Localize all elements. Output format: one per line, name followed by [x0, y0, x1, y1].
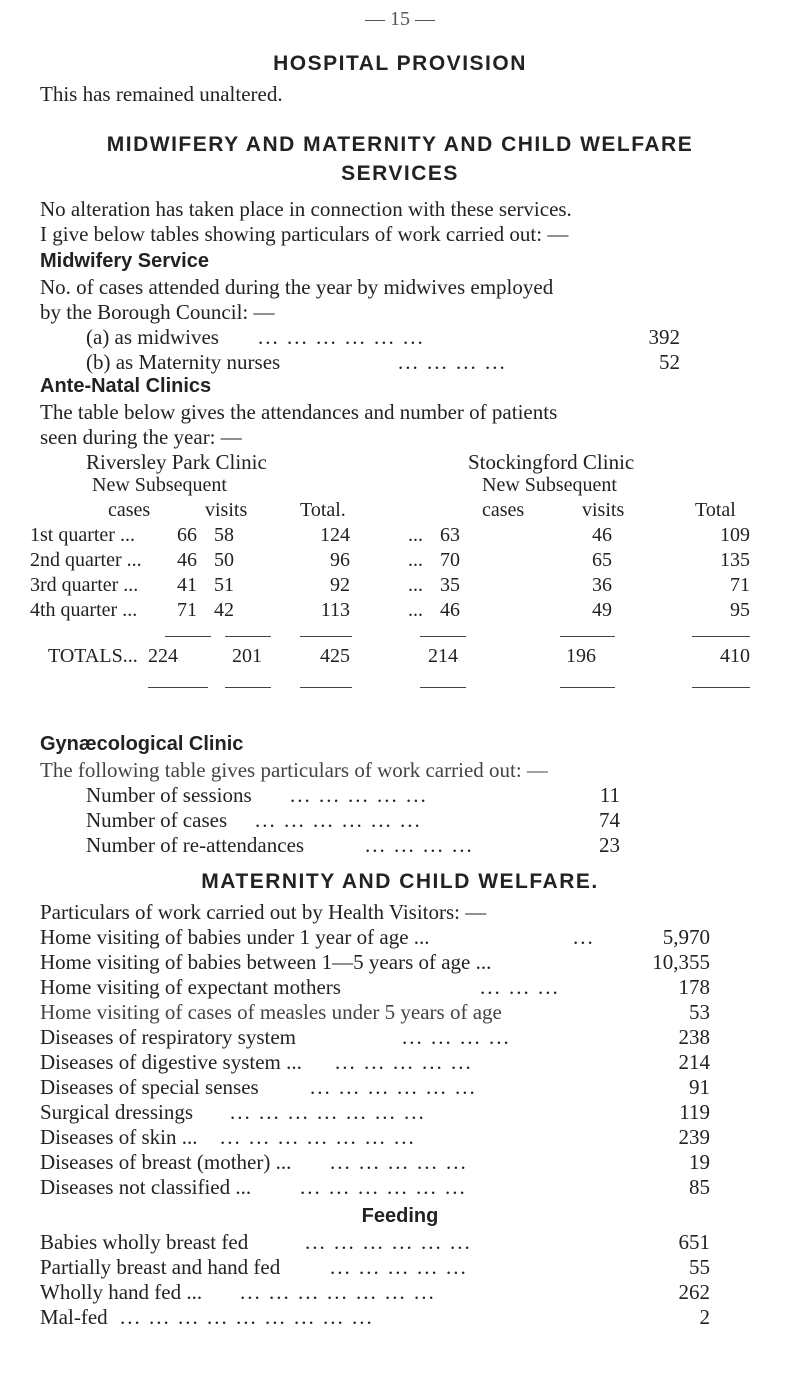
- row-label: 1st quarter ...: [30, 524, 135, 546]
- feeding-item-value: 262: [678, 1280, 710, 1304]
- table-rule: [560, 687, 615, 688]
- row-total-1: 113: [320, 599, 350, 621]
- row-visits-2: 46: [592, 524, 612, 546]
- mcw-item-label: Diseases of skin ...: [40, 1125, 198, 1149]
- gynaecological-item-value: 23: [599, 833, 620, 857]
- midwifery-line-2: by the Borough Council: —: [40, 300, 275, 324]
- row-sep: ...: [408, 549, 423, 571]
- table-rule: [165, 636, 211, 637]
- leader-dots: ... ... ... ... ...: [290, 783, 428, 807]
- mcw-intro: Particulars of work carried out by Health Visitors: —: [40, 900, 487, 924]
- mcw-item-value: 85: [689, 1175, 710, 1199]
- row-cases-1: 41: [177, 574, 197, 596]
- leader-dots: ... ... ... ... ... ... ...: [240, 1280, 436, 1304]
- mcw-item-value: 238: [678, 1025, 710, 1049]
- totals-label: TOTALS...: [48, 645, 138, 667]
- midwifery-line-1: No. of cases attended during the year by midwives employed: [40, 275, 554, 299]
- table-rule: [560, 636, 615, 637]
- mcw-item-value: 214: [678, 1050, 710, 1074]
- row-visits-1: 42: [214, 599, 234, 621]
- mcw-item-label: Surgical dressings: [40, 1100, 194, 1124]
- col-header-cases: cases: [482, 499, 525, 521]
- mm-intro-1: No alteration has taken place in connection with these services.: [40, 197, 572, 221]
- table-rule: [225, 687, 271, 688]
- table-rule: [225, 636, 271, 637]
- feeding-item-label: Partially breast and hand fed: [40, 1255, 281, 1279]
- feeding-item-label: Mal-fed: [40, 1305, 108, 1329]
- row-cases-2: 63: [440, 524, 460, 546]
- gynaecological-intro: The following table gives particulars of work carried out: —: [40, 758, 548, 782]
- row-visits-2: 65: [592, 549, 612, 571]
- row-cases-1: 71: [177, 599, 197, 621]
- totals-total-2: 410: [720, 645, 750, 667]
- mcw-item-value: 5,970: [662, 925, 710, 949]
- antenatal-line-2: seen during the year: —: [40, 425, 242, 449]
- leader-dots: ... ... ... ...: [398, 350, 507, 374]
- table-rule: [692, 687, 750, 688]
- midwifery-item-value: 52: [659, 350, 680, 374]
- mm-intro-2: I give below tables showing particulars of work carried out: —: [40, 222, 569, 246]
- midwifery-item-value: 392: [648, 325, 680, 349]
- gynaecological-heading: Gynæcological Clinic: [40, 733, 244, 755]
- row-visits-1: 51: [214, 574, 234, 596]
- feeding-item-label: Babies wholly breast fed: [40, 1230, 249, 1254]
- row-cases-1: 46: [177, 549, 197, 571]
- clinic-stockingford-title: Stockingford Clinic: [468, 450, 635, 474]
- mcw-item-value: 10,355: [652, 950, 710, 974]
- leader-dots: ... ... ... ... ... ... ...: [230, 1100, 426, 1124]
- leader-dots: ... ... ... ... ... ...: [300, 1175, 467, 1199]
- col-header-cases: cases: [108, 499, 151, 521]
- totals-cases-2: 214: [428, 645, 458, 667]
- gynaecological-item-value: 74: [599, 808, 620, 832]
- page-number: — 15 —: [365, 8, 435, 30]
- row-label: 2nd quarter ...: [30, 549, 142, 571]
- leader-dots: ... ... ... ... ... ...: [310, 1075, 477, 1099]
- feeding-item-value: 651: [678, 1230, 710, 1254]
- row-label: 3rd quarter ...: [30, 574, 139, 596]
- table-rule: [420, 636, 466, 637]
- leader-dots: ... ... ... ... ... ... ...: [220, 1125, 416, 1149]
- row-sep: ...: [408, 524, 423, 546]
- row-total-2: 135: [720, 549, 750, 571]
- mcw-item-value: 53: [689, 1000, 710, 1024]
- row-total-1: 124: [320, 524, 350, 546]
- mcw-item-value: 239: [678, 1125, 710, 1149]
- midwifery-item-label: (a) as midwives: [86, 325, 219, 349]
- leader-dots: ... ... ... ... ... ...: [258, 325, 425, 349]
- row-cases-2: 70: [440, 549, 460, 571]
- mcw-item-label: Home visiting of cases of measles under 5 years of age: [40, 1000, 502, 1024]
- row-total-2: 71: [730, 574, 750, 596]
- mcw-item-label: Home visiting of babies between 1—5 years of age ...: [40, 950, 492, 974]
- mcw-heading: MATERNITY AND CHILD WELFARE.: [201, 870, 599, 893]
- row-cases-2: 35: [440, 574, 460, 596]
- leader-dots: ... ... ... ... ... ...: [255, 808, 422, 832]
- table-rule: [692, 636, 750, 637]
- feeding-heading: Feeding: [361, 1205, 439, 1227]
- row-sep: ...: [408, 599, 423, 621]
- antenatal-heading: Ante-Natal Clinics: [40, 375, 212, 397]
- leader-dots: ... ... ... ... ...: [330, 1150, 468, 1174]
- midwifery-item-label: (b) as Maternity nurses: [86, 350, 281, 374]
- leader-dots: ... ... ... ... ... ...: [305, 1230, 472, 1254]
- mcw-item-value: 119: [679, 1100, 710, 1124]
- totals-visits-1: 201: [232, 645, 262, 667]
- antenatal-line-1: The table below gives the attendances and number of patients: [40, 400, 558, 424]
- mcw-item-label: Diseases of digestive system ...: [40, 1050, 302, 1074]
- midwifery-maternity-heading-2: SERVICES: [341, 162, 459, 185]
- row-total-2: 95: [730, 599, 750, 621]
- leader-dots: ... ... ... ...: [402, 1025, 511, 1049]
- table-rule: [300, 636, 352, 637]
- row-cases-1: 66: [177, 524, 197, 546]
- mcw-item-value: 178: [678, 975, 710, 999]
- col-header-new-subsequent: New Subsequent: [482, 474, 617, 496]
- leader-dots: ... ... ... ... ...: [330, 1255, 468, 1279]
- gynaecological-item-label: Number of cases: [86, 808, 228, 832]
- hospital-heading: HOSPITAL PROVISION: [273, 52, 527, 75]
- feeding-item-label: Wholly hand fed ...: [40, 1280, 203, 1304]
- feeding-item-value: 2: [699, 1305, 710, 1329]
- totals-total-1: 425: [320, 645, 350, 667]
- totals-visits-2: 196: [566, 645, 596, 667]
- totals-cases-1: 224: [148, 645, 178, 667]
- row-visits-2: 49: [592, 599, 612, 621]
- row-label: 4th quarter ...: [30, 599, 138, 621]
- leader-dots: ... ... ... ... ... ... ... ... ...: [120, 1305, 374, 1329]
- row-total-1: 96: [330, 549, 350, 571]
- mcw-item-label: Diseases of special senses: [40, 1075, 259, 1099]
- gynaecological-item-label: Number of re-attendances: [86, 833, 305, 857]
- gynaecological-item-value: 11: [599, 783, 620, 807]
- leader-dots: ... ... ...: [480, 975, 560, 999]
- mcw-item-value: 91: [689, 1075, 710, 1099]
- mcw-item-label: Home visiting of expectant mothers: [40, 975, 341, 999]
- row-total-1: 92: [330, 574, 350, 596]
- feeding-item-value: 55: [689, 1255, 710, 1279]
- mcw-item-label: Diseases not classified ...: [40, 1175, 252, 1199]
- midwifery-maternity-heading-1: MIDWIFERY AND MATERNITY AND CHILD WELFARE: [106, 133, 694, 156]
- row-sep: ...: [408, 574, 423, 596]
- leader-dots: ... ... ... ... ...: [335, 1050, 473, 1074]
- mcw-item-label: Home visiting of babies under 1 year of age ...: [40, 925, 430, 949]
- row-visits-2: 36: [592, 574, 612, 596]
- mcw-item-label: Diseases of breast (mother) ...: [40, 1150, 292, 1174]
- hospital-text: This has remained unaltered.: [40, 82, 283, 106]
- col-header-visits: visits: [205, 499, 248, 521]
- col-header-total: Total.: [300, 499, 346, 521]
- leader-dots: ... ... ... ...: [365, 833, 474, 857]
- midwifery-service-heading: Midwifery Service: [40, 250, 209, 272]
- mcw-item-value: 19: [689, 1150, 710, 1174]
- row-visits-1: 58: [214, 524, 234, 546]
- col-header-total: Total: [695, 499, 736, 521]
- col-header-new-subsequent: New Subsequent: [92, 474, 227, 496]
- col-header-visits: visits: [582, 499, 625, 521]
- row-total-2: 109: [720, 524, 750, 546]
- gynaecological-item-label: Number of sessions: [86, 783, 252, 807]
- row-cases-2: 46: [440, 599, 460, 621]
- mcw-item-label: Diseases of respiratory system: [40, 1025, 297, 1049]
- table-rule: [420, 687, 466, 688]
- clinic-riversley-title: Riversley Park Clinic: [86, 450, 267, 474]
- table-rule: [148, 687, 208, 688]
- table-rule: [300, 687, 352, 688]
- leader-dots: ...: [573, 925, 595, 949]
- row-visits-1: 50: [214, 549, 234, 571]
